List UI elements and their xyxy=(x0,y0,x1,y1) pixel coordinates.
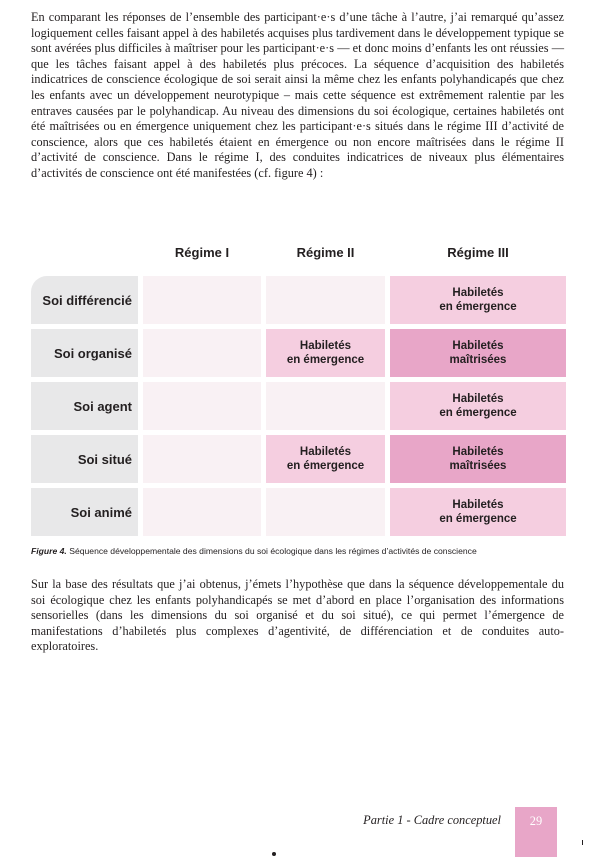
figure-caption-text: Séquence développementale des dimensions du soi écologique dans les régimes d’activités de conscience xyxy=(69,546,477,556)
crop-mark xyxy=(272,852,276,856)
row-label-soi-organise: Soi organisé xyxy=(31,329,138,377)
row-label-soi-agent: Soi agent xyxy=(31,382,138,430)
table-cell: Habiletés maîtrisées xyxy=(390,329,566,377)
row-label-soi-differencie: Soi différencié xyxy=(31,276,138,324)
column-header-regime-3: Régime III xyxy=(447,245,509,260)
table-cell: Habiletés en émergence xyxy=(266,435,385,483)
page-number: 29 xyxy=(529,814,543,828)
table-cell xyxy=(143,382,261,430)
footer-section-title: Partie 1 - Cadre conceptuel xyxy=(363,813,501,827)
crop-mark xyxy=(582,840,583,845)
table-cell: Habiletés en émergence xyxy=(390,488,566,536)
table-cell xyxy=(266,488,385,536)
table-cell xyxy=(143,435,261,483)
figure-caption-label: Figure 4. xyxy=(31,546,67,556)
table-cell xyxy=(143,276,261,324)
page-number-tab xyxy=(515,807,557,857)
table-cell xyxy=(143,329,261,377)
table-cell xyxy=(266,382,385,430)
row-label-soi-anime: Soi animé xyxy=(31,488,138,536)
table-cell: Habiletés en émergence xyxy=(390,382,566,430)
table-cell: Habiletés en émergence xyxy=(266,329,385,377)
figure-caption xyxy=(31,546,571,556)
table-cell: Habiletés en émergence xyxy=(390,276,566,324)
column-header-regime-2: Régime II xyxy=(296,245,355,260)
table-cell: Habiletés maîtrisées xyxy=(390,435,566,483)
body-paragraph-hypothesis: Sur la base des résultats que j’ai obtenus, j’émets l’hypothèse que dans la séquence développementale du soi écologique chez les enfants polyhandicapés se met d’abord en place l’organisation des informations sensorielles (dans les dimensions du soi organisé et du soi situé), ce qui permet l’émergence de manifestations d’habiletés plus complexes d’agentivité, de différenciation et de conduites auto-exploratoires. xyxy=(31,577,564,654)
row-label-soi-situe: Soi situé xyxy=(31,435,138,483)
table-cell xyxy=(266,276,385,324)
body-paragraph-intro: En comparant les réponses de l’ensemble des participant·e·s d’une tâche à l’autre, j’ai remarqué qu’assez logiquement celles faisant appel à des habiletés acquises plus tardivement dans le développement typique se sont avérées plus difficiles à maîtriser pour les participant·e·s — et donc moins d’enfants les ont réussies — que les tâches faisant appel à des habiletés plus précoces. La séquence d’acquisition des habiletés indicatrices de conscience écologique de soi serait ainsi la même chez les enfants polyhandicapés que chez les enfants avec un développement neurotypique – mais cette séquence est extrêmement ralentie par les entraves causées par le polyhandicap. Au niveau des dimensions du soi écologique, certaines habiletés ont été maîtrisées ou en émergence uniquement chez les participant·e·s situés dans le régime III d’activité de conscience, alors que ces habiletés étaient en émergence ou non encore maîtrisées dans le régime II d’activité de conscience. Dans le régime I, des conduites indicatrices de niveaux plus élémentaires d’activités de conscience ont été manifestées (cf. figure 4) : xyxy=(31,10,564,180)
column-header-regime-1: Régime I xyxy=(174,245,230,260)
table-cell xyxy=(143,488,261,536)
